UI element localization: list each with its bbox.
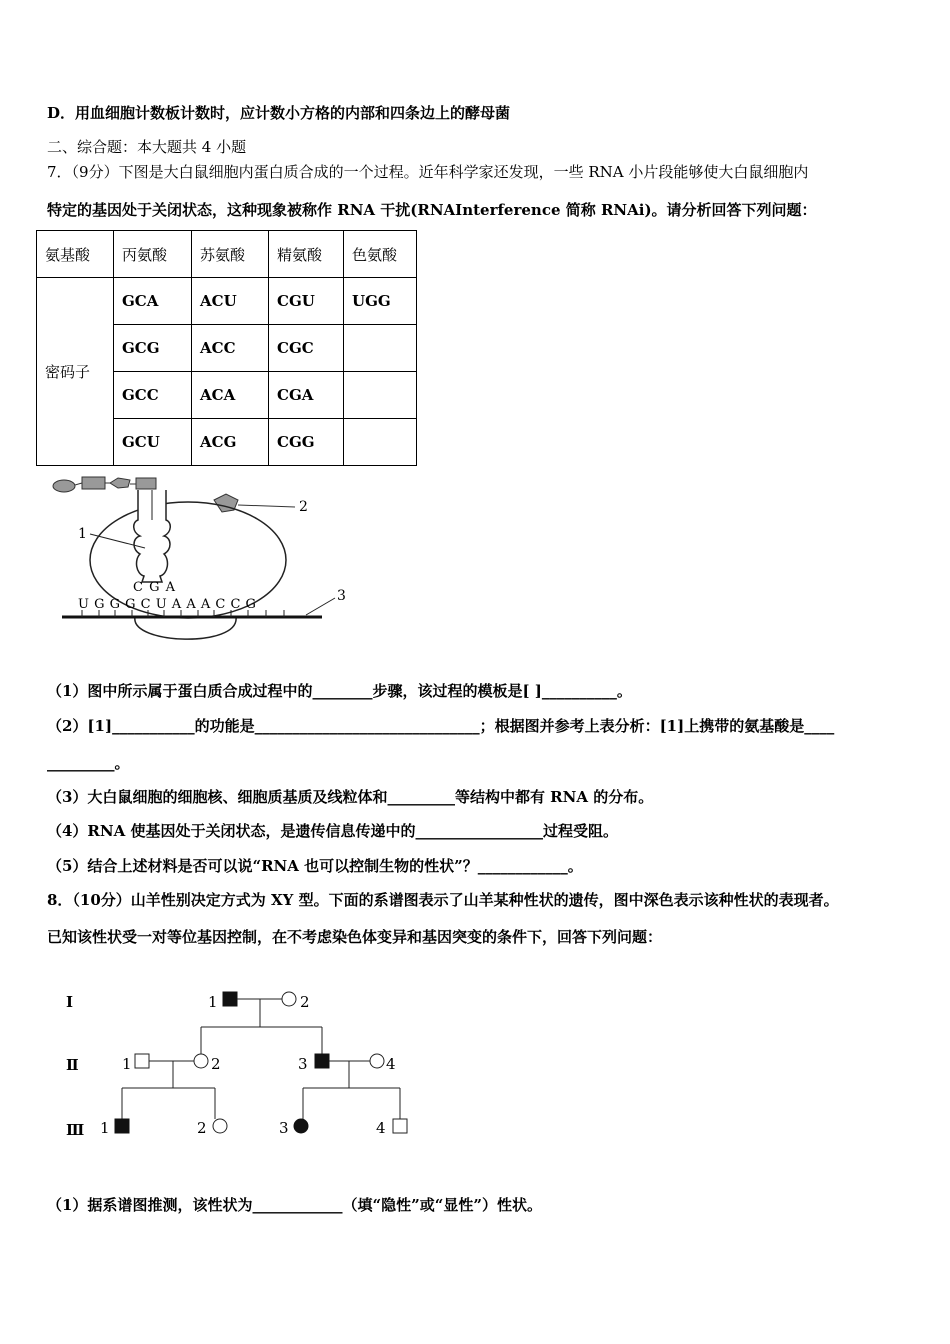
header-cell: 苏氨酸 (192, 231, 269, 278)
table-cell: CGG (269, 419, 344, 466)
q8-intro-2: 已知该性状受一对等位基因控制，在不考虑染色体变异和基因突变的条件下，回答下列问题： (47, 928, 663, 946)
id-g2-2: 2 (211, 1055, 221, 1073)
table-row (37, 278, 417, 325)
table-cell: ACC (192, 325, 269, 372)
id-g2-3: 3 (298, 1055, 308, 1073)
female-symbol (282, 992, 296, 1006)
affected-male-symbol (115, 1119, 129, 1133)
id-g1-1: 1 (208, 993, 218, 1011)
q8-sub1: （1）据系谱图推测，该性状为____________（填“隐性”或“显性”）性状。 (47, 1196, 542, 1214)
generation-label-2: Ⅱ (66, 1056, 79, 1074)
row-label: 密码子 (37, 278, 114, 466)
male-symbol (393, 1119, 407, 1133)
header-cell: 精氨酸 (269, 231, 344, 278)
female-symbol (213, 1119, 227, 1133)
id-g2-1: 1 (122, 1055, 132, 1073)
q7-sub3: （3）大白鼠细胞的细胞核、细胞质基质及线粒体和_________等结构中都有 RNA 的分布。 (47, 788, 654, 806)
codon-table (36, 230, 417, 466)
id-g2-4: 4 (386, 1055, 396, 1073)
table-header-row (37, 231, 417, 278)
table-cell: GCG (114, 325, 192, 372)
amino-acid-shape (53, 480, 75, 492)
label-3: 3 (337, 588, 346, 604)
anticodon-text: C G A (133, 580, 176, 595)
female-symbol (194, 1054, 208, 1068)
label-1: 1 (78, 526, 87, 542)
id-g3-2: 2 (197, 1119, 207, 1137)
section-title: 二、综合题：本大题共 4 小题 (47, 138, 247, 156)
amino-acid-shape (82, 477, 105, 489)
q7-sub2-b: _________。 (47, 754, 130, 772)
mrna-sequence: U G G G C U A A A C C G (78, 597, 257, 612)
male-symbol (135, 1054, 149, 1068)
affected-female-symbol (294, 1119, 308, 1133)
q7-sub2-a: （2）[1]___________的功能是______________________________；根据图并参考上表分析：[1]上携带的氨基酸是____ (47, 717, 835, 735)
table-cell: ACU (192, 278, 269, 325)
q7-sub1: （1）图中所示属于蛋白质合成过程中的________步骤，该过程的模板是[ ]__________。 (47, 682, 632, 700)
label-2: 2 (299, 499, 308, 515)
q7-intro-1: 7．（9分）下图是大白鼠细胞内蛋白质合成的一个过程。近年科学家还发现，一些 RNA 小片段能够使大白鼠细胞内 (47, 163, 809, 181)
amino-acid-shape (136, 478, 156, 489)
q7-sub4: （4）RNA 使基因处于关闭状态，是遗传信息传递中的_________________过程受阻。 (47, 822, 618, 840)
table-cell: CGU (269, 278, 344, 325)
table-cell: ACA (192, 372, 269, 419)
ribosome-small-subunit (135, 617, 236, 639)
id-g3-3: 3 (279, 1119, 289, 1137)
table-cell: ACG (192, 419, 269, 466)
generation-label-3: Ⅲ (66, 1121, 85, 1139)
q7-intro-2: 特定的基因处于关闭状态，这种现象被称作 RNA 干扰(RNAInterference 简称 RNAi)。请分析回答下列问题： (47, 201, 817, 219)
table-cell: CGA (269, 372, 344, 419)
id-g3-4: 4 (376, 1119, 386, 1137)
id-g1-2: 2 (300, 993, 310, 1011)
option-d-label: D． (47, 104, 76, 122)
table-cell: GCC (114, 372, 192, 419)
translation-diagram (40, 470, 370, 655)
header-cell: 丙氨酸 (114, 231, 192, 278)
generation-label-1: Ⅰ (66, 993, 74, 1011)
option-d (47, 102, 510, 123)
q8-intro-1: 8．（10分）山羊性别决定方式为 XY 型。下面的系谱图表示了山羊某种性状的遗传，图中深色表示该种性状的表现者。 (47, 891, 839, 909)
affected-male-symbol (223, 992, 237, 1006)
table-cell: GCU (114, 419, 192, 466)
header-cell: 氨基酸 (37, 231, 114, 278)
table-cell: GCA (114, 278, 192, 325)
table-cell (344, 325, 417, 372)
table-cell (344, 419, 417, 466)
table-cell: CGC (269, 325, 344, 372)
table-cell (344, 372, 417, 419)
header-cell: 色氨酸 (344, 231, 417, 278)
amino-acid-shape (110, 478, 130, 488)
table-cell: UGG (344, 278, 417, 325)
q7-sub5: （5）结合上述材料是否可以说“RNA 也可以控制生物的性状”？____________。 (47, 857, 583, 875)
option-d-text: 用血细胞计数板计数时，应计数小方格的内部和四条边上的酵母菌 (75, 104, 511, 122)
id-g3-1: 1 (100, 1119, 110, 1137)
pedigree-chart (60, 980, 420, 1140)
affected-male-symbol (315, 1054, 329, 1068)
female-symbol (370, 1054, 384, 1068)
